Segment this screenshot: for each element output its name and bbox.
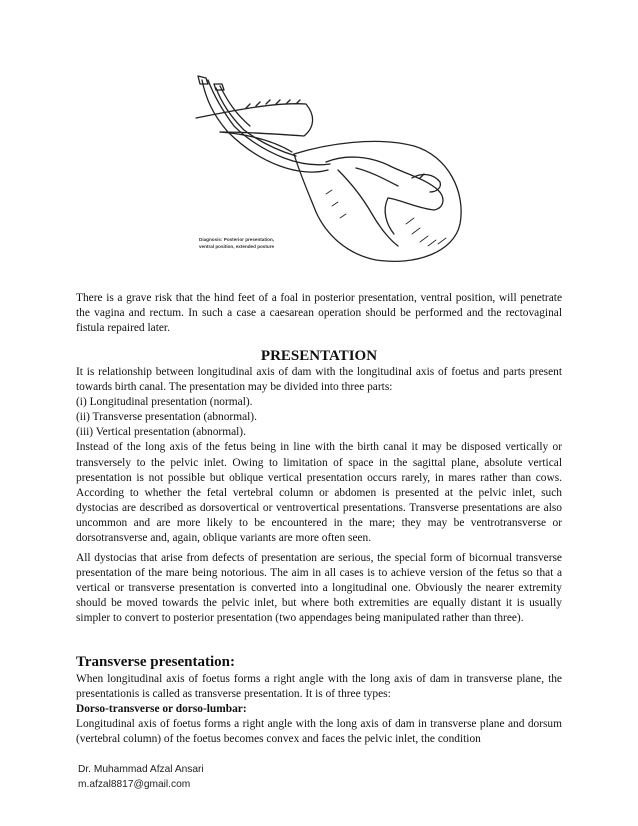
presentation-section [76, 365, 562, 546]
transverse-heading: Transverse presentation: [76, 654, 236, 670]
footer-email: m.afzal8817@gmail.com [78, 779, 191, 790]
caption-line-2: ventral position, extended posture [199, 244, 275, 249]
caption-line-1: Diagnosis: Posterior presentation, [199, 237, 275, 242]
presentation-type-3: (iii) Vertical presentation (abnormal). [76, 426, 246, 439]
dorso-transverse-subheading: Dorso-transverse or dorso-lumbar: [76, 703, 247, 716]
presentation-type-1: (i) Longitudinal presentation (normal). [76, 396, 253, 409]
presentation-type-2: (ii) Transverse presentation (abnormal). [76, 411, 257, 424]
footer-author: Dr. Muhammad Afzal Ansari [78, 764, 204, 775]
page-footer [78, 762, 204, 792]
intro-paragraph: There is a grave risk that the hind feet of a foal in posterior presentation, ventral position, will penetrate the vagina and rectum. In such a case a caesarean operation should be performed and the rectovaginal fistula repaired later. [76, 292, 562, 335]
presentation-definition: It is relationship between longitudinal axis of dam with the longitudinal axis of foetus and parts present towards birth canal. The presentation may be divided into three parts: [76, 366, 562, 394]
dorso-transverse-text: Longitudinal axis of foetus forms a right angle with the long axis of dam in transverse plane and dorsum (vertebral column) of the foetus becomes convex and faces the pelvic inlet, the condition [76, 718, 562, 746]
presentation-heading: PRESENTATION [260, 348, 378, 364]
dystocia-paragraph: All dystocias that arise from defects of presentation are serious, the special form of bicornual transverse presentation of the mare being notorious. The aim in all cases is to achieve version of the fetus so that a vertical or transverse presentation is converted into a longitudinal one. Obviously the nearer extremity should be moved towards the pelvic inlet, but where both extremities are equally distant it is usually simpler to convert to posterior presentation (two appendages being manipulated rather than three). [76, 552, 562, 625]
figure-caption [199, 236, 274, 250]
transverse-definition: When longitudinal axis of foetus forms a right angle with the long axis of dam in transverse plane, the presentationis is called as transverse presentation. It is of three types: [76, 673, 562, 701]
transverse-section [76, 672, 562, 747]
presentation-details: Instead of the long axis of the fetus being in line with the birth canal it may be disposed vertically or transversely to the pelvic inlet. Owing to limitation of space in the sagittal plane, absolute vertical presentation is not possible but oblique vertical presentation occurs rarely, in mares rather than cows. According to whether the fetal vertebral column or abdomen is presented at the pelvic inlet, such dystocias are described as dorsovertical or ventrovertical presentations. Transverse presentations are also uncommon and are more likely to be encountered in the mare; they may be ventrotransverse or dorsotransverse and, again, oblique variants are more often seen. [76, 441, 562, 545]
